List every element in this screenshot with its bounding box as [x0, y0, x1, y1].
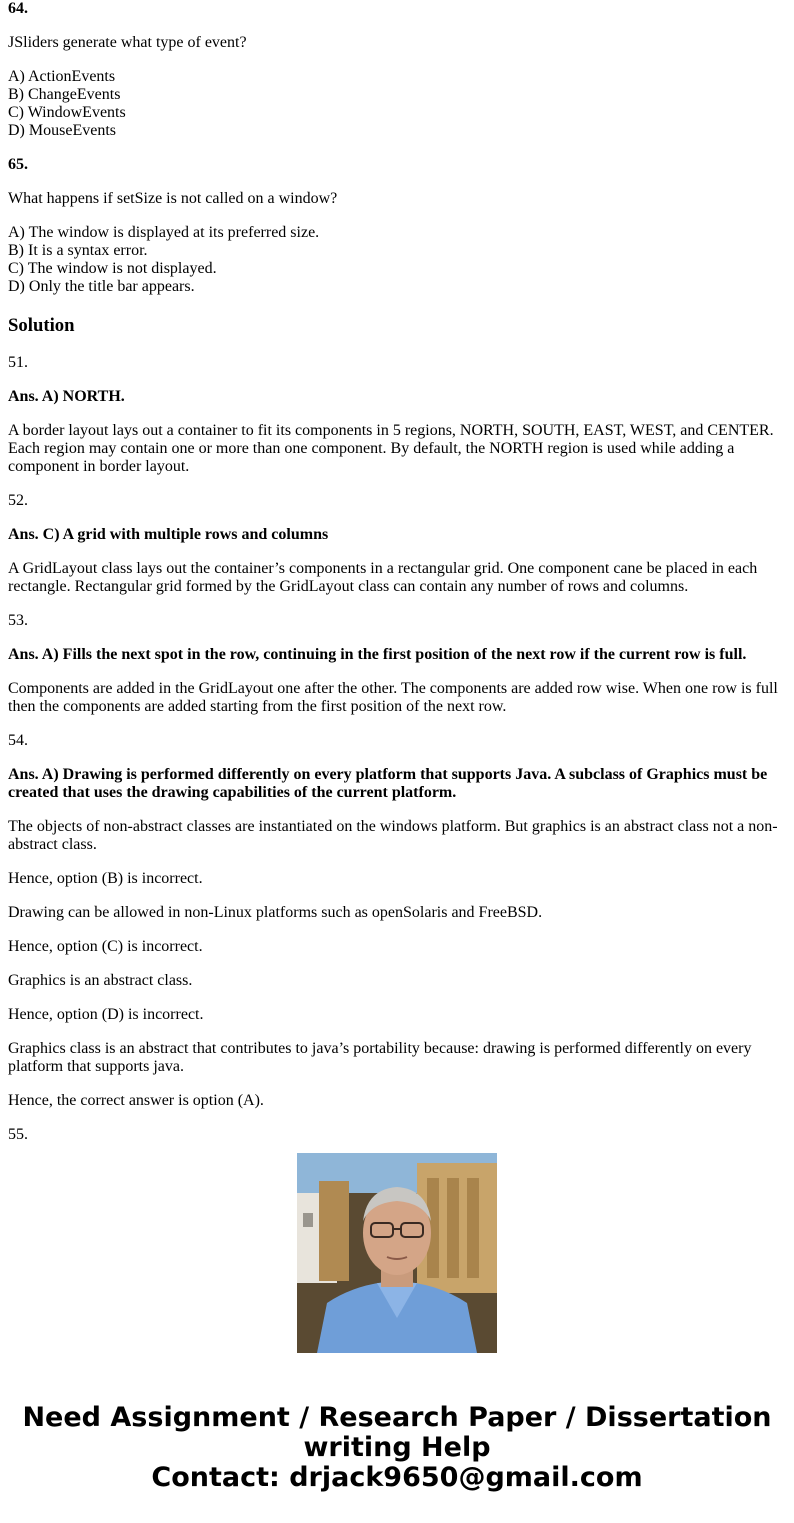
- promo-footer: [0, 1403, 794, 1493]
- document-content: [8, 0, 786, 1143]
- solution-paragraph: Graphics class is an abstract that contributes to java’s portability because: drawing is performed differently on every platform that supports java.: [8, 1040, 752, 1075]
- option: B) It is a syntax error.: [8, 242, 148, 259]
- solution-number: 51.: [8, 354, 28, 371]
- question-number: 64.: [8, 0, 28, 17]
- solution-number: 54.: [8, 732, 28, 749]
- solution-answer: Ans. A) Drawing is performed differently on every platform that supports Java. A subclass of Graphics must be created that uses the drawing capabilities of the current platform.: [8, 766, 768, 801]
- option: A) ActionEvents: [8, 68, 116, 85]
- solution-paragraph: Hence, the correct answer is option (A).: [8, 1092, 264, 1109]
- question-text: What happens if setSize is not called on a window?: [8, 190, 338, 207]
- solution-explanation: Components are added in the GridLayout one after the other. The components are added row wise. When one row is full then the components are added starting from the first position of the next row.: [8, 680, 778, 715]
- solution-paragraph: Hence, option (B) is incorrect.: [8, 870, 203, 887]
- option: A) The window is displayed at its preferred size.: [8, 224, 320, 241]
- promo-text: Need Assignment / Research Paper / Dissertation writing Help: [22, 1402, 772, 1463]
- solution-paragraph: Drawing can be allowed in non-Linux platforms such as openSolaris and FreeBSD.: [8, 904, 543, 921]
- options-list: [8, 224, 786, 296]
- solution-answer: Ans. A) Fills the next spot in the row, continuing in the first position of the next row if the current row is full.: [8, 646, 747, 663]
- solution-explanation: A border layout lays out a container to fit its components in 5 regions, NORTH, SOUTH, EAST, WEST, and CENTER. Each region may contain one or more than one component. By default, the NORTH region is used while adding a component in border layout.: [8, 422, 774, 475]
- solution-answer: Ans. A) NORTH.: [8, 388, 125, 405]
- question-number: 65.: [8, 156, 28, 173]
- solution-explanation: A GridLayout class lays out the container’s components in a rectangular grid. One component cane be placed in each rectangle. Rectangular grid formed by the GridLayout class can contain any number of rows and columns.: [8, 560, 758, 595]
- solution-number: 53.: [8, 612, 28, 629]
- person-portrait-icon: [297, 1153, 497, 1353]
- solution-number: 52.: [8, 492, 28, 509]
- solution-paragraph: Hence, option (C) is incorrect.: [8, 938, 203, 955]
- solution-paragraph: Hence, option (D) is incorrect.: [8, 1006, 204, 1023]
- avatar: [297, 1153, 497, 1353]
- option: D) Only the title bar appears.: [8, 278, 195, 295]
- solution-heading: Solution: [8, 315, 75, 336]
- option: C) The window is not displayed.: [8, 260, 217, 277]
- option: B) ChangeEvents: [8, 86, 121, 103]
- solution-paragraph: Graphics is an abstract class.: [8, 972, 193, 989]
- option: C) WindowEvents: [8, 104, 126, 121]
- contact-email: Contact: drjack9650@gmail.com: [151, 1462, 643, 1493]
- solution-answer: Ans. C) A grid with multiple rows and columns: [8, 526, 329, 543]
- question-text: JSliders generate what type of event?: [8, 34, 247, 51]
- option: D) MouseEvents: [8, 122, 116, 139]
- options-list: [8, 68, 786, 140]
- solution-number: 55.: [8, 1126, 28, 1143]
- solution-paragraph: The objects of non-abstract classes are instantiated on the windows platform. But graphics is an abstract class not a non-abstract class.: [8, 818, 778, 853]
